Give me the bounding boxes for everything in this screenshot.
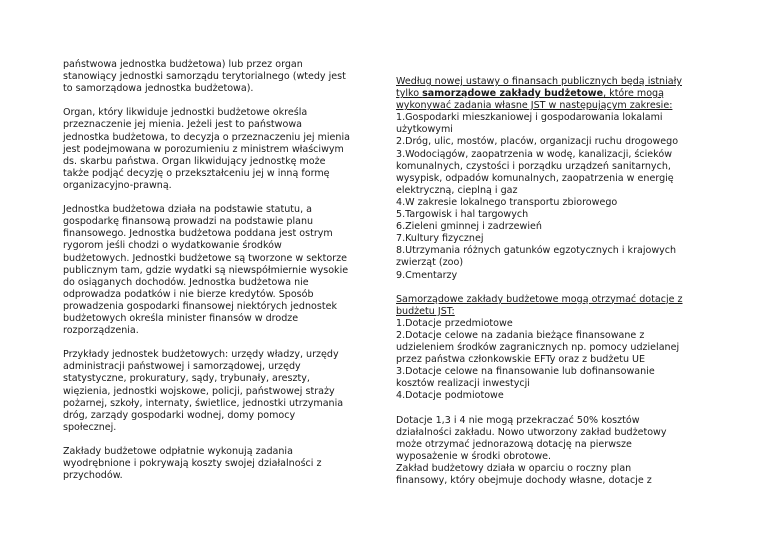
paragraph-tasks bbox=[396, 76, 706, 282]
text-line: budżetowych. Jednostki budżetowe są tworzone w sektorze bbox=[63, 252, 347, 264]
text-line: publicznym tam, gdzie wydatki są niewspółmiernie wysokie bbox=[63, 264, 349, 276]
text-line: prowadzenia gospodarki finansowej niektórych jednostek bbox=[63, 300, 337, 312]
subsidy-line: udzieleniem środków zagranicznych np. pomocy udzielanej bbox=[396, 342, 680, 354]
paragraph-budget-establishments bbox=[63, 446, 375, 482]
text-line: Zakłady budżetowe odpłatnie wykonują zadania bbox=[63, 446, 293, 457]
text-line: wyodrębnione i pokrywają koszty swojej działalności z bbox=[63, 458, 322, 470]
subsidy-line: przez państwa członkowskie EFTy oraz z budżetu UE bbox=[396, 354, 646, 366]
text-line: wyposażenie w środki obrotowe. bbox=[396, 450, 552, 462]
intro-line bbox=[396, 88, 706, 100]
text-line: pożarnej, szkoły, internaty, świetlice, jednostki utrzymania bbox=[63, 397, 344, 409]
task-line: zwierząt (zoo) bbox=[396, 257, 464, 269]
text-line: przychodów. bbox=[63, 470, 123, 482]
text-line: do osiąganych dochodów. Jednostka budżetowa nie bbox=[63, 276, 309, 288]
text-line: jest podejmowana w porozumieniu z ministrem właściwym bbox=[63, 143, 344, 155]
paragraph-liquidation-organ bbox=[63, 59, 375, 95]
task-line: 2.Dróg, ulic, mostów, placów, organizacji ruchu drogowego bbox=[396, 136, 679, 148]
task-line: 4.W zakresie lokalnego transportu zbiorowego bbox=[396, 196, 618, 208]
text-line: Organ, który likwiduje jednostki budżetowe określa bbox=[63, 107, 308, 119]
intro-post: , które mogą bbox=[603, 88, 664, 100]
subsidy-line: 2.Dotacje celowe na zadania bieżące finansowane z bbox=[396, 329, 645, 341]
text-line: Przykłady jednostek budżetowych: urzędy władzy, urzędy bbox=[63, 349, 339, 361]
text-line: państwowa jednostka budżetowa) lub przez organ bbox=[63, 59, 303, 70]
task-line: 3.Wodociągów, zaopatrzenia w wodę, kanalizacji, ścieków bbox=[396, 148, 672, 160]
intro-line: Według nowej ustawy o finansach publicznych będą istniały bbox=[396, 76, 682, 87]
text-line: rozporządzenia. bbox=[63, 325, 139, 337]
text-line: to samorządowa jednostka budżetowa). bbox=[63, 83, 254, 95]
text-line: rygorom jeśli chodzi o wydatkowanie środków bbox=[63, 240, 282, 252]
subsidy-line: 4.Dotacje podmiotowe bbox=[396, 390, 504, 402]
task-line: 9.Cmentarzy bbox=[396, 269, 458, 281]
text-line: społecznej. bbox=[63, 421, 117, 433]
intro-line: wykonywać zadania własne JST w następującym zakresie: bbox=[396, 100, 673, 112]
paragraph-examples bbox=[63, 349, 375, 434]
intro-pre: tylko bbox=[396, 88, 423, 100]
task-line: 8.Utrzymania różnych gatunków egzotycznych i krajowych bbox=[396, 245, 677, 257]
intro-bold-term: samorządowe zakłady budżetowe bbox=[422, 88, 604, 100]
task-line: użytkowymi bbox=[396, 124, 453, 136]
task-line: 7.Kultury fizycznej bbox=[396, 233, 484, 245]
subsidy-heading-line: budżetu JST: bbox=[396, 305, 455, 317]
subsidy-line: 3.Dotacje celowe na finansowanie lub dofinansowanie bbox=[396, 366, 655, 378]
text-line: budżetowych określa minister finansów w drodze bbox=[63, 312, 299, 324]
task-line: 5.Targowisk i hal targowych bbox=[396, 209, 529, 221]
paragraph-closing bbox=[396, 415, 706, 488]
text-line: działalności zakładu. Nowo utworzony zakład budżetowy bbox=[396, 426, 667, 438]
task-line: 1.Gospodarki mieszkaniowej i gospodarowania lokalami bbox=[396, 112, 663, 124]
subsidy-line: kosztów realizacji inwestycji bbox=[396, 378, 530, 390]
paragraph-statute bbox=[63, 204, 375, 337]
text-line: administracji państwowej i samorządowej, urzędy bbox=[63, 361, 301, 373]
text-line: organizacyjno-prawną. bbox=[63, 179, 172, 191]
subsidy-heading-line: Samorządowe zakłady budżetowe mogą otrzymać dotacje z bbox=[396, 293, 683, 305]
text-line: może otrzymać jednorazową dotację na pierwsze bbox=[396, 438, 632, 450]
text-line: ds. skarbu państwa. Organ likwidujący jednostkę może bbox=[63, 155, 326, 167]
text-line: Zakład budżetowy działa w oparciu o roczny plan bbox=[396, 463, 632, 474]
task-line: komunalnych, czystości i porządku urządzeń sanitarnych, bbox=[396, 160, 671, 172]
text-line: statystyczne, prokuratury, sądy, trybunały, areszty, bbox=[63, 373, 310, 385]
subsidy-line: 1.Dotacje przedmiotowe bbox=[396, 317, 513, 329]
text-line: gospodarkę finansową prowadzi na podstawie planu bbox=[63, 216, 314, 228]
task-line: wysypisk, odpadów komunalnych, zaopatrzenia w energię bbox=[396, 172, 674, 184]
text-line: odprowadza podatków i nie bierze kredytów. Sposób bbox=[63, 288, 314, 300]
paragraph-asset-allocation bbox=[63, 107, 375, 192]
text-line: Jednostka budżetowa działa na podstawie statutu, a bbox=[63, 204, 313, 216]
text-line: jednostka budżetowa, to decyzja o przeznaczeniu jej mienia bbox=[63, 131, 350, 143]
text-line: stanowiący jednostki samorządu terytorialnego (wtedy jest bbox=[63, 71, 346, 83]
right-column bbox=[396, 76, 706, 499]
text-line: więzienia, jednostki wojskowe, policji, państwowej straży bbox=[63, 385, 335, 397]
paragraph-subsidies bbox=[396, 294, 706, 403]
text-line: finansowego. Jednostka budżetowa poddana jest ostrym bbox=[63, 228, 333, 240]
text-line: Dotacje 1,3 i 4 nie mogą przekraczać 50% kosztów bbox=[396, 414, 640, 426]
task-line: 6.Zieleni gminnej i zadrzewień bbox=[396, 221, 542, 233]
text-line: finansowy, który obejmuje dochody własne, dotacje z bbox=[396, 475, 652, 487]
text-line: przeznaczenie jej mienia. Jeżeli jest to państwowa bbox=[63, 119, 302, 131]
left-column bbox=[63, 59, 375, 494]
text-line: także podjąć decyzję o przekształceniu jej w inną formę bbox=[63, 167, 330, 179]
task-line: elektryczną, cieplną i gaz bbox=[396, 184, 518, 196]
text-line: dróg, zarządy gospodarki wodnej, domy pomocy bbox=[63, 409, 296, 421]
